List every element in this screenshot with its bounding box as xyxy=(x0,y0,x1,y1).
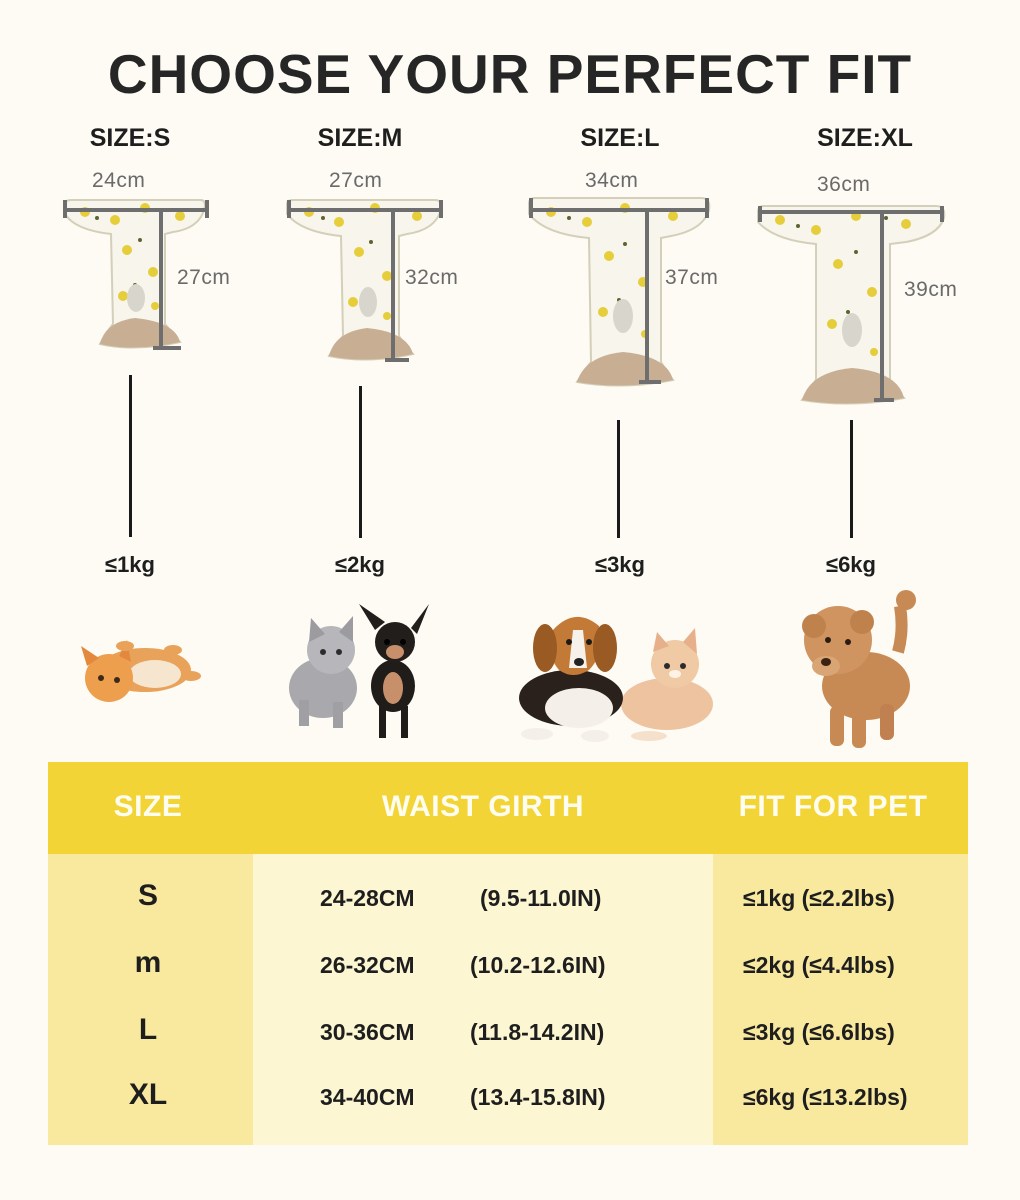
row-waist-cm: 30-36CM xyxy=(320,1019,415,1045)
size-column-s xyxy=(5,0,255,760)
weight-label-xl: ≤6kg xyxy=(826,552,876,577)
connector-line xyxy=(617,420,620,538)
height-label-s: 27cm xyxy=(177,266,231,289)
header-waist-girth: WAIST GIRTH xyxy=(381,790,585,823)
size-label-l: SIZE:L xyxy=(580,124,660,152)
height-label-xl: 39cm xyxy=(904,278,958,301)
row-size: m xyxy=(134,946,162,979)
table-row xyxy=(48,1066,968,1132)
kitten-and-chihuahua-icon xyxy=(235,570,485,750)
size-table xyxy=(48,762,968,1145)
table-row xyxy=(48,867,968,933)
width-label-l: 34cm xyxy=(585,169,639,192)
row-size: S xyxy=(137,879,158,912)
height-label-m: 32cm xyxy=(405,266,459,289)
kitten-icon xyxy=(5,570,255,750)
row-size: XL xyxy=(128,1078,168,1111)
connector-line xyxy=(359,386,362,538)
row-fit: ≤6kg (≤13.2lbs) xyxy=(743,1084,908,1110)
connector-line xyxy=(850,420,853,538)
weight-label-s: ≤1kg xyxy=(105,552,155,577)
row-waist-inch: (9.5-11.0IN) xyxy=(480,885,602,911)
poodle-icon xyxy=(740,570,990,760)
size-label-m: SIZE:M xyxy=(317,124,403,152)
weight-label-m: ≤2kg xyxy=(335,552,385,577)
weight-label-l: ≤3kg xyxy=(595,552,645,577)
row-waist-cm: 34-40CM xyxy=(320,1084,415,1110)
row-waist-cm: 24-28CM xyxy=(320,885,415,911)
diaper-xl-image xyxy=(740,0,1010,420)
size-label-xl: SIZE:XL xyxy=(817,124,913,152)
table-row xyxy=(48,1001,968,1067)
page-title: CHOOSE YOUR PERFECT FIT xyxy=(107,43,913,105)
beagle-and-cat-icon xyxy=(495,570,745,750)
row-waist-cm: 26-32CM xyxy=(320,952,415,978)
row-waist-inch: (11.8-14.2IN) xyxy=(470,1019,605,1045)
size-column-xl xyxy=(740,0,990,760)
row-waist-inch: (13.4-15.8IN) xyxy=(470,1084,606,1110)
width-label-s: 24cm xyxy=(92,169,146,192)
connector-line xyxy=(129,375,132,537)
diaper-l-image xyxy=(495,0,745,400)
header-size: SIZE xyxy=(113,790,183,823)
row-size: L xyxy=(138,1013,158,1046)
header-fit-for-pet: FIT FOR PET xyxy=(738,790,928,823)
height-label-l: 37cm xyxy=(665,266,719,289)
size-label-s: SIZE:S xyxy=(89,124,171,152)
table-row xyxy=(48,934,968,1000)
size-column-m xyxy=(235,0,485,760)
width-label-m: 27cm xyxy=(329,169,383,192)
width-label-xl: 36cm xyxy=(817,173,871,196)
size-column-l xyxy=(495,0,745,760)
row-fit: ≤1kg (≤2.2lbs) xyxy=(743,885,895,911)
table-header xyxy=(48,762,968,854)
row-fit: ≤2kg (≤4.4lbs) xyxy=(743,952,895,978)
row-waist-inch: (10.2-12.6IN) xyxy=(470,952,606,978)
row-fit: ≤3kg (≤6.6lbs) xyxy=(743,1019,895,1045)
